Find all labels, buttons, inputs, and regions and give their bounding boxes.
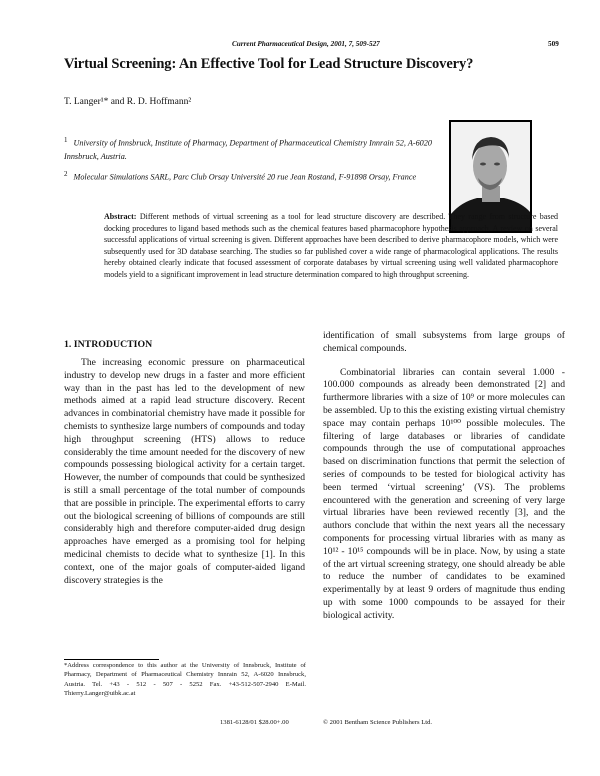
affiliation-1 <box>64 134 439 163</box>
right-column <box>323 330 565 623</box>
page-number: 509 <box>548 40 559 48</box>
footnote-divider <box>64 659 159 660</box>
left-column <box>64 357 305 587</box>
section-heading: 1. INTRODUCTION <box>64 339 153 350</box>
affiliation-marker: 2 <box>64 170 68 178</box>
abstract-text: Different methods of virtual screening as a tool for lead structure discovery are described. They range from structure based docking procedures to ligand based methods such as the chemical features based pharmacophore hypothesis approach. A review on several successful applications of virtual screening is given. Different approaches have been described to derive pharmacophore models, which were subsequently used for 3D database searching. The studies so far published cover a wide range of pharmacological applications. The results hereby obtained clearly indicate that focused assessment of corporate databases by virtual screening using well validated pharmacophore models yield to a significant improvement in lead structure determination compared to high throughput screening. <box>104 212 559 279</box>
affiliation-text: Molecular Simulations SARL, Parc Club Orsay Université 20 rue Jean Rostand, F-91898 Orsay, France <box>73 172 417 182</box>
affiliation-marker: 1 <box>64 136 68 144</box>
copyright: © 2001 Bentham Science Publishers Ltd. <box>323 719 433 726</box>
running-head: Current Pharmaceutical Design, 2001, 7, 509-527 <box>232 40 380 48</box>
paragraph-continuation: identification of small subsystems from large groups of chemical compounds. <box>323 330 565 354</box>
article-title: Virtual Screening: An Effective Tool for Lead Structure Discovery? <box>64 56 474 72</box>
paragraph: The increasing economic pressure on pharmaceutical industry to develop new drugs in a faster and more efficient way than in the past has led to the development of new methods aimed at a rapid lead structure discovery. Recent advances in combinatorial chemistry have made it possible for chemists to synthesize large numbers of compounds and today high throughput screening (HTS) allows to reduce considerably the time amount needed for the discovery of new compounds possessing biological activity for a certain target. However, the number of compounds that could be synthesized is still a small percentage of the total number of compounds that are possible in principle. The experimental efforts to carry out the biological screening of billions of compounds are still considerably high and therefore computer-aided drug design approaches have emerged as a promising tool for helping medicinal chemists to decide what to synthesize [1]. In this context, one of the major goals of computer-aided ligand discovery strategies is the <box>64 357 305 586</box>
affiliation-text: University of Innsbruck, Institute of Pharmacy, Department of Pharmaceutical Chemistry Innrain 52, A-6020 Innsbruck, Austria. <box>64 138 432 161</box>
footnote: *Address correspondence to this author at the University of Innsbruck, Institute of Pharmacy, Department of Pharmaceutical Chemistry Innrain 52, A-6020 Innsbruck, Austria. Tel. +43 - 512 - 507 - 5252 Fax. +43-512-507-2940 E-Mail. Thierry.Langer@uibk.ac.at <box>64 662 306 697</box>
paragraph: Combinatorial libraries can contain several 1.000 - 100.000 compounds as already been demonstrated [2] and furthermore libraries with a size of 10⁹ or more molecules can be assembled. Up to this the existing existing virtual chemistry space may contain perhaps 10¹⁰⁰ possible molecules. The filtering of large databases or libraries of candidate compounds through the use of computational approaches based on discrimination functions that permit the selection of series of compounds to be tested for biological activity has been termed ‘virtual screening’ (VS). The problems encountered with the generation and screening of very large virtual libraries have been reviewed recently [3], and the authors conclude that within the next years all the necessary components for processing virtual libraries with as many as 10¹² - 10¹⁵ compounds will be in place. Now, by using a state of the art virtual screening strategy, one should already be able to reduce the number of candidates to be examined experimentally by at least 9 orders of magnitude thus ending up with some 1000 compounds to be assayed for their biological activity. <box>323 366 565 621</box>
abstract <box>104 211 558 281</box>
abstract-label: Abstract: <box>104 212 137 221</box>
issn-price: 1381-6128/01 $28.00+.00 <box>220 719 289 726</box>
affiliation-2 <box>64 168 439 184</box>
author-list: T. Langer¹* and R. D. Hoffmann² <box>64 97 192 107</box>
